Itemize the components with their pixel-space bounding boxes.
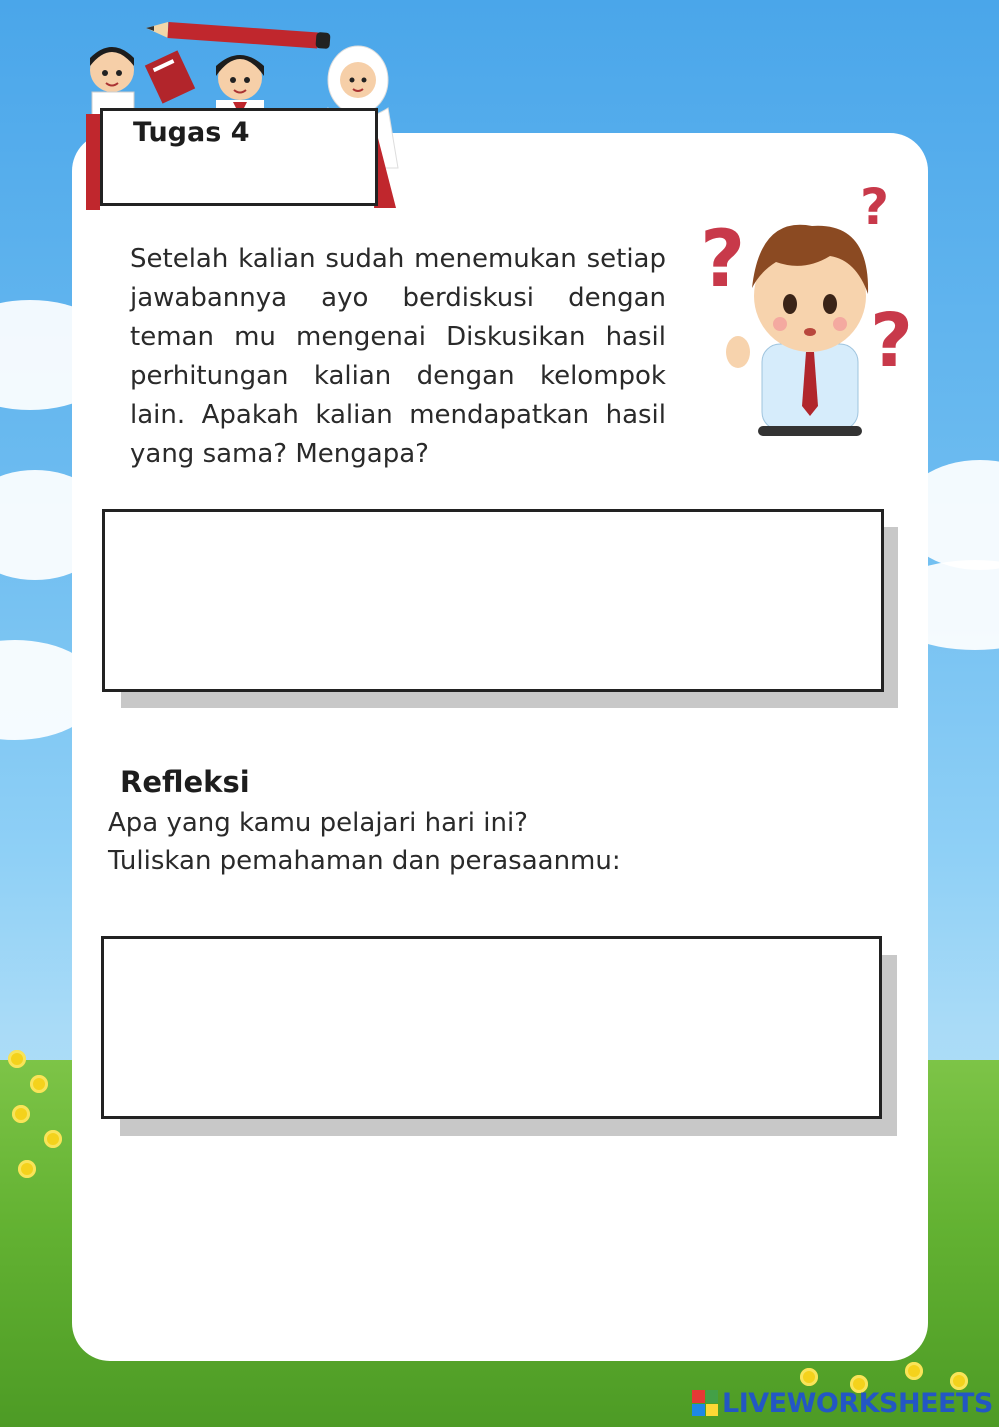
discussion-answer-input[interactable] [102, 509, 884, 692]
svg-text:?: ? [860, 178, 890, 236]
thinking-boy-illustration [700, 176, 932, 442]
flower [800, 1368, 818, 1386]
flower [12, 1105, 30, 1123]
reflection-title: Refleksi [120, 765, 250, 799]
boy-thinking-icon [726, 225, 868, 436]
reflection-answer-input[interactable] [101, 936, 882, 1119]
flower [30, 1075, 48, 1093]
svg-text:?: ? [700, 215, 746, 305]
watermark-text: LIVEWORKSHEETS [722, 1387, 993, 1419]
flower [18, 1160, 36, 1178]
svg-text:?: ? [870, 298, 913, 384]
liveworksheets-logo-icon [692, 1390, 718, 1416]
task-title: Tugas 4 [133, 117, 250, 148]
flower [8, 1050, 26, 1068]
flower [905, 1362, 923, 1380]
liveworksheets-watermark[interactable] [692, 1386, 993, 1420]
reflection-question-1: Apa yang kamu pelajari hari ini? [108, 808, 528, 838]
task-instruction: Setelah kalian sudah menemukan setiap jawabannya ayo berdiskusi dengan teman mu mengenai Diskusikan hasil perhitungan kalian dengan kelompok lain. Apakah kalian mendapatkan hasil yang sama? Mengapa? [130, 244, 666, 469]
reflection-question-2: Tuliskan pemahaman dan perasaanmu: [108, 846, 621, 876]
flower [44, 1130, 62, 1148]
task-title-box [100, 108, 378, 206]
pencil-icon [146, 22, 331, 49]
girl-student-icon [216, 55, 264, 116]
book-icon [145, 50, 195, 103]
